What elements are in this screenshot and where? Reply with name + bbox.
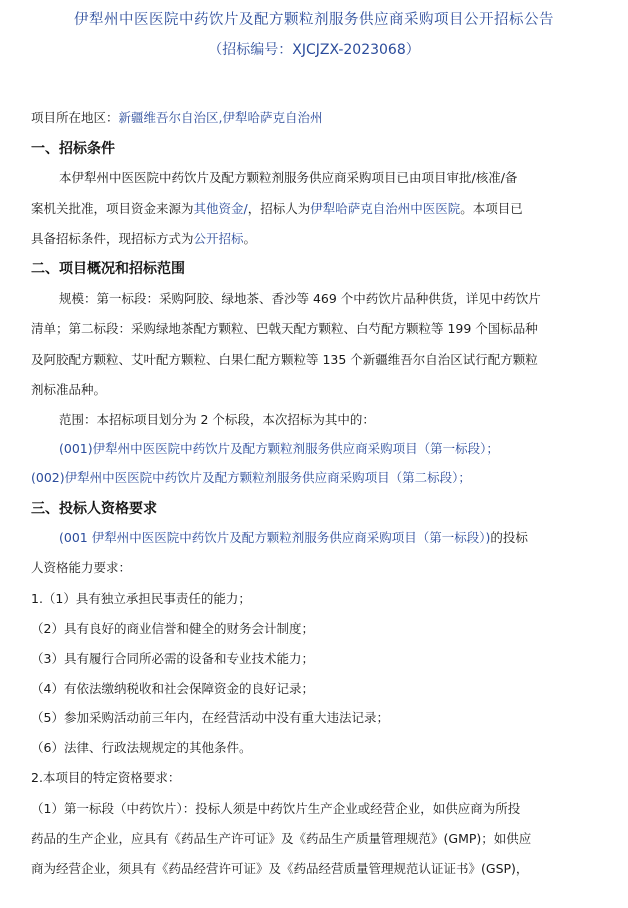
lot-reference: (001 伊犁州中医医院中药饮片及配方颗粒剂服务供应商采购项目（第一标段）)	[59, 530, 491, 545]
text-run: 本伊犁州中医医院中药饮片及配方颗粒剂服务供应商采购项目已由项目审批/核准/备	[59, 170, 518, 185]
text-run: 具备招标条件，现招标方式为	[31, 231, 194, 246]
lot-2: (002)伊犁州中医医院中药饮片及配方颗粒剂服务供应商采购项目（第二标段）；	[31, 470, 471, 485]
text-run: 案机关批准，项目资金来源为	[31, 201, 194, 216]
qualification-intro-line-2: 人资格能力要求：	[31, 560, 132, 575]
tenderer-name: 伊犁哈萨克自治州中医医院	[310, 201, 461, 216]
fund-source: 其他资金/	[193, 201, 248, 216]
paragraph-line	[31, 201, 523, 217]
requirement-item-3: （3）具有履行合同所必需的设备和专业技术能力；	[31, 651, 314, 666]
section-heading-bidder-qualifications: 三、投标人资格要求	[31, 501, 157, 517]
project-region	[31, 110, 323, 126]
paragraph-line	[31, 231, 256, 247]
scale-line-2: 清单；第二标段：采购绿地茶配方颗粒、巴戟天配方颗粒、白芍配方颗粒等 199 个国标品种	[31, 321, 538, 336]
paragraph-line	[59, 170, 517, 186]
requirement-item-5: （5）参加采购活动前三年内，在经营活动中没有重大违法记录；	[31, 710, 389, 725]
requirement-item-6: （6）法律、行政法规规定的其他条件。	[31, 740, 252, 755]
scale-line-1: 规模：第一标段：采购阿胶、绿地茶、香沙等 469 个中药饮片品种供货，详见中药饮片	[59, 291, 541, 306]
page-title: 伊犁州中医医院中药饮片及配方颗粒剂服务供应商采购项目公开招标公告	[74, 12, 554, 28]
text-run: ，招标人为	[247, 201, 311, 216]
region-value: 新疆维吾尔自治区,伊犁哈萨克自治州	[118, 110, 323, 125]
lot-1: (001)伊犁州中医医院中药饮片及配方颗粒剂服务供应商采购项目（第一标段）；	[59, 441, 499, 456]
bid-number: （招标编号：XJCJZX-2023068）	[208, 42, 420, 58]
text-run: 。	[243, 231, 257, 246]
requirement-item-1: 1.（1）具有独立承担民事责任的能力；	[31, 591, 251, 606]
special-requirement-line-1: （1）第一标段（中药饮片）：投标人须是中药饮片生产企业或经营企业，如供应商为所投	[31, 801, 521, 816]
special-requirements-heading: 2.本项目的特定资格要求：	[31, 770, 181, 785]
requirement-item-4: （4）有依法缴纳税收和社会保障资金的良好记录；	[31, 681, 314, 696]
text-run: 的投标	[490, 530, 528, 545]
special-requirement-line-3: 商为经营企业，须具有《药品经营许可证》及《药品经营质量管理规范认证证书》(GSP)，	[31, 861, 529, 876]
scale-line-4: 剂标准品种。	[31, 382, 107, 397]
section-heading-project-overview: 二、项目概况和招标范围	[31, 261, 185, 277]
section-heading-bid-conditions: 一、招标条件	[31, 141, 115, 157]
scope-line: 范围：本招标项目划分为 2 个标段，本次招标为其中的：	[59, 412, 375, 427]
text-run: 。本项目已	[460, 201, 523, 216]
requirement-item-2: （2）具有良好的商业信誉和健全的财务会计制度；	[31, 621, 314, 636]
scale-line-3: 及阿胶配方颗粒、艾叶配方颗粒、白果仁配方颗粒等 135 个新疆维吾尔自治区试行配方颗粒	[31, 352, 538, 367]
bid-method: 公开招标	[193, 231, 244, 246]
qualification-intro	[59, 530, 528, 546]
region-label: 项目所在地区：	[31, 110, 119, 125]
special-requirement-line-2: 药品的生产企业，应具有《药品生产许可证》及《药品生产质量管理规范》(GMP)；如供应	[31, 831, 532, 846]
